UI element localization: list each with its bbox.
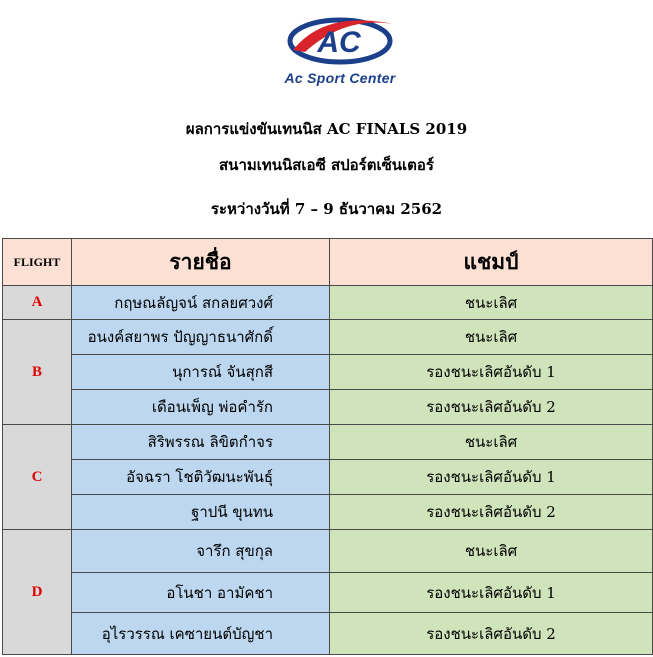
table-row	[3, 495, 653, 530]
player-name: จารึก สุขกุล	[72, 530, 330, 573]
champion-result: รองชนะเลิศอันดับ 1	[330, 460, 653, 495]
flight-cell-b: B	[3, 320, 72, 425]
player-name: กฤษณลัญจน์ สกลยศวงศ์	[72, 286, 330, 320]
champion-result: ชนะเลิศ	[330, 425, 653, 460]
champion-result: ชนะเลิศ	[330, 286, 653, 320]
table-row	[3, 320, 653, 355]
logo-mark-text: AC	[317, 26, 361, 59]
table-header-row	[3, 239, 653, 286]
page-title: ผลการแข่งขันเทนนิส AC FINALS 2019	[185, 120, 468, 138]
player-name: นุการณ์ จันสุกสี	[72, 355, 330, 390]
player-name: เดือนเพ็ญ พ่อคำรัก	[72, 390, 330, 425]
champion-result: ชนะเลิศ	[330, 320, 653, 355]
table-row	[3, 286, 653, 320]
flight-cell-a: A	[3, 286, 72, 320]
table-row	[3, 460, 653, 495]
table-row	[3, 530, 653, 573]
player-name: ฐาปนี ขุนทน	[72, 495, 330, 530]
player-name: สิริพรรณ ลิขิตกำจร	[72, 425, 330, 460]
name-header: รายชื่อ	[72, 239, 330, 286]
flight-cell-d: D	[3, 530, 72, 655]
ac-logo-mark-icon	[265, 8, 415, 70]
champion-result: รองชนะเลิศอันดับ 2	[330, 390, 653, 425]
date-title: ระหว่างวันที่ 7 – 9 ธันวาคม 2562	[210, 200, 443, 218]
ac-sport-center-logo	[265, 8, 415, 92]
table-row	[3, 573, 653, 613]
champion-result: รองชนะเลิศอันดับ 2	[330, 495, 653, 530]
flight-header: FLIGHT	[3, 239, 72, 286]
champion-result: ชนะเลิศ	[330, 530, 653, 573]
champion-result: รองชนะเลิศอันดับ 1	[330, 573, 653, 613]
player-name: อโนชา อามัคชา	[72, 573, 330, 613]
champion-result: รองชนะเลิศอันดับ 1	[330, 355, 653, 390]
player-name: อัจฉรา โชติวัฒนะพันธุ์	[72, 460, 330, 495]
venue-title: สนามเทนนิสเอซี สปอร์ตเซ็นเตอร์	[219, 156, 434, 174]
table-row	[3, 390, 653, 425]
player-name: อุไรวรรณ เคซายนต์บัญชา	[72, 613, 330, 655]
flight-cell-c: C	[3, 425, 72, 530]
player-name: อนงค์สยาพร ปัญญาธนาศักดิ์	[72, 320, 330, 355]
table-row	[3, 613, 653, 655]
logo-caption: Ac Sport Center	[284, 70, 396, 86]
champion-header: แชมป์	[330, 239, 653, 286]
table-row	[3, 425, 653, 460]
results-table	[2, 238, 653, 655]
champion-result: รองชนะเลิศอันดับ 2	[330, 613, 653, 655]
table-row	[3, 355, 653, 390]
